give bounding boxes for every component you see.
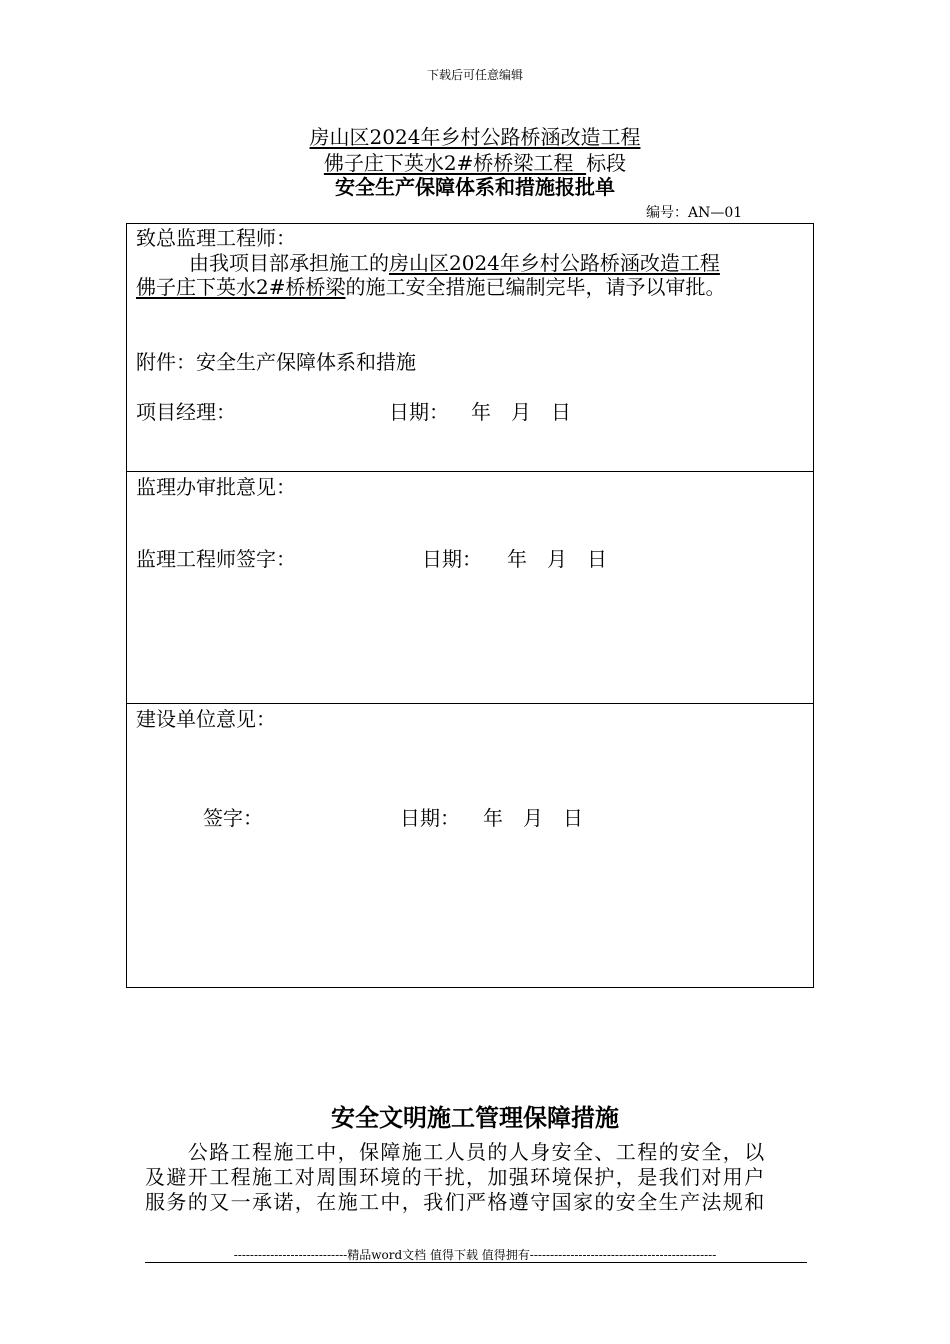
body-project-a: 房山区2024年乡村公路桥涵改造工程 <box>389 251 720 275</box>
attachment-line: 附件：安全生产保障体系和措施 <box>136 350 416 374</box>
body-line-2 <box>136 274 725 300</box>
title-line-2 <box>0 150 950 176</box>
paragraph-line: 服务的又一承诺，在施工中，我们严格遵守国家的安全生产法规和 <box>145 1190 766 1214</box>
body-prefix: 由我项目部承担施工的 <box>189 251 389 275</box>
manager-label: 项目经理： <box>136 400 236 424</box>
addressee: 致总监理工程师： <box>136 226 296 250</box>
footer-note: ----------------------------精品word文档 值得下载 值得拥有---------------------------------------------- <box>233 1248 717 1262</box>
document-title: 安全文明施工管理保障措施 <box>331 1104 619 1132</box>
body-line-1 <box>189 250 720 276</box>
owner-date-ymd: 年 月 日 <box>483 806 583 830</box>
title-project-name: 房山区2024年乡村公路桥涵改造工程 <box>309 125 641 149</box>
supervisor-sign-label: 监理工程师签字： <box>136 547 296 571</box>
doc-code: 编号：AN—01 <box>646 205 743 221</box>
body-suffix: 的施工安全措施已编制完毕，请予以审批。 <box>345 275 726 299</box>
paragraph-line: 公路工程施工中，保障施工人员的人身安全、工程的安全，以 <box>145 1140 766 1164</box>
form-title: 安全生产保障体系和措施报批单 <box>335 175 615 199</box>
supervisor-date-label: 日期： <box>422 547 482 571</box>
title-bridge-name: 佛子庄下英水2#桥桥梁 <box>323 151 534 175</box>
section-supervisor <box>127 472 813 704</box>
footer-rule <box>145 1262 807 1263</box>
approval-form <box>126 223 814 988</box>
body-paragraph <box>145 1140 807 1215</box>
owner-sign-label: 签字： <box>203 806 263 830</box>
manager-date-ymd: 年 月 日 <box>471 400 571 424</box>
body-project-b: 佛子庄下英水2#桥桥梁 <box>136 275 346 299</box>
section-contractor <box>127 224 813 472</box>
title-section-blank <box>573 151 586 175</box>
paragraph-line: 及避开工程施工对周围环境的干扰，加强环境保护，是我们对用户 <box>145 1165 766 1189</box>
title-section-label: 标段 <box>586 151 627 175</box>
supervisor-date-ymd: 年 月 日 <box>507 547 607 571</box>
owner-opinion-label: 建设单位意见： <box>136 707 276 731</box>
supervisor-opinion-label: 监理办审批意见： <box>136 475 296 499</box>
title-line-1 <box>0 124 950 150</box>
header-note: 下载后可任意编辑 <box>426 68 523 82</box>
section-owner <box>127 704 813 987</box>
manager-date-label: 日期： <box>389 400 449 424</box>
title-mid: 工程 <box>533 151 574 175</box>
owner-date-label: 日期： <box>400 806 460 830</box>
